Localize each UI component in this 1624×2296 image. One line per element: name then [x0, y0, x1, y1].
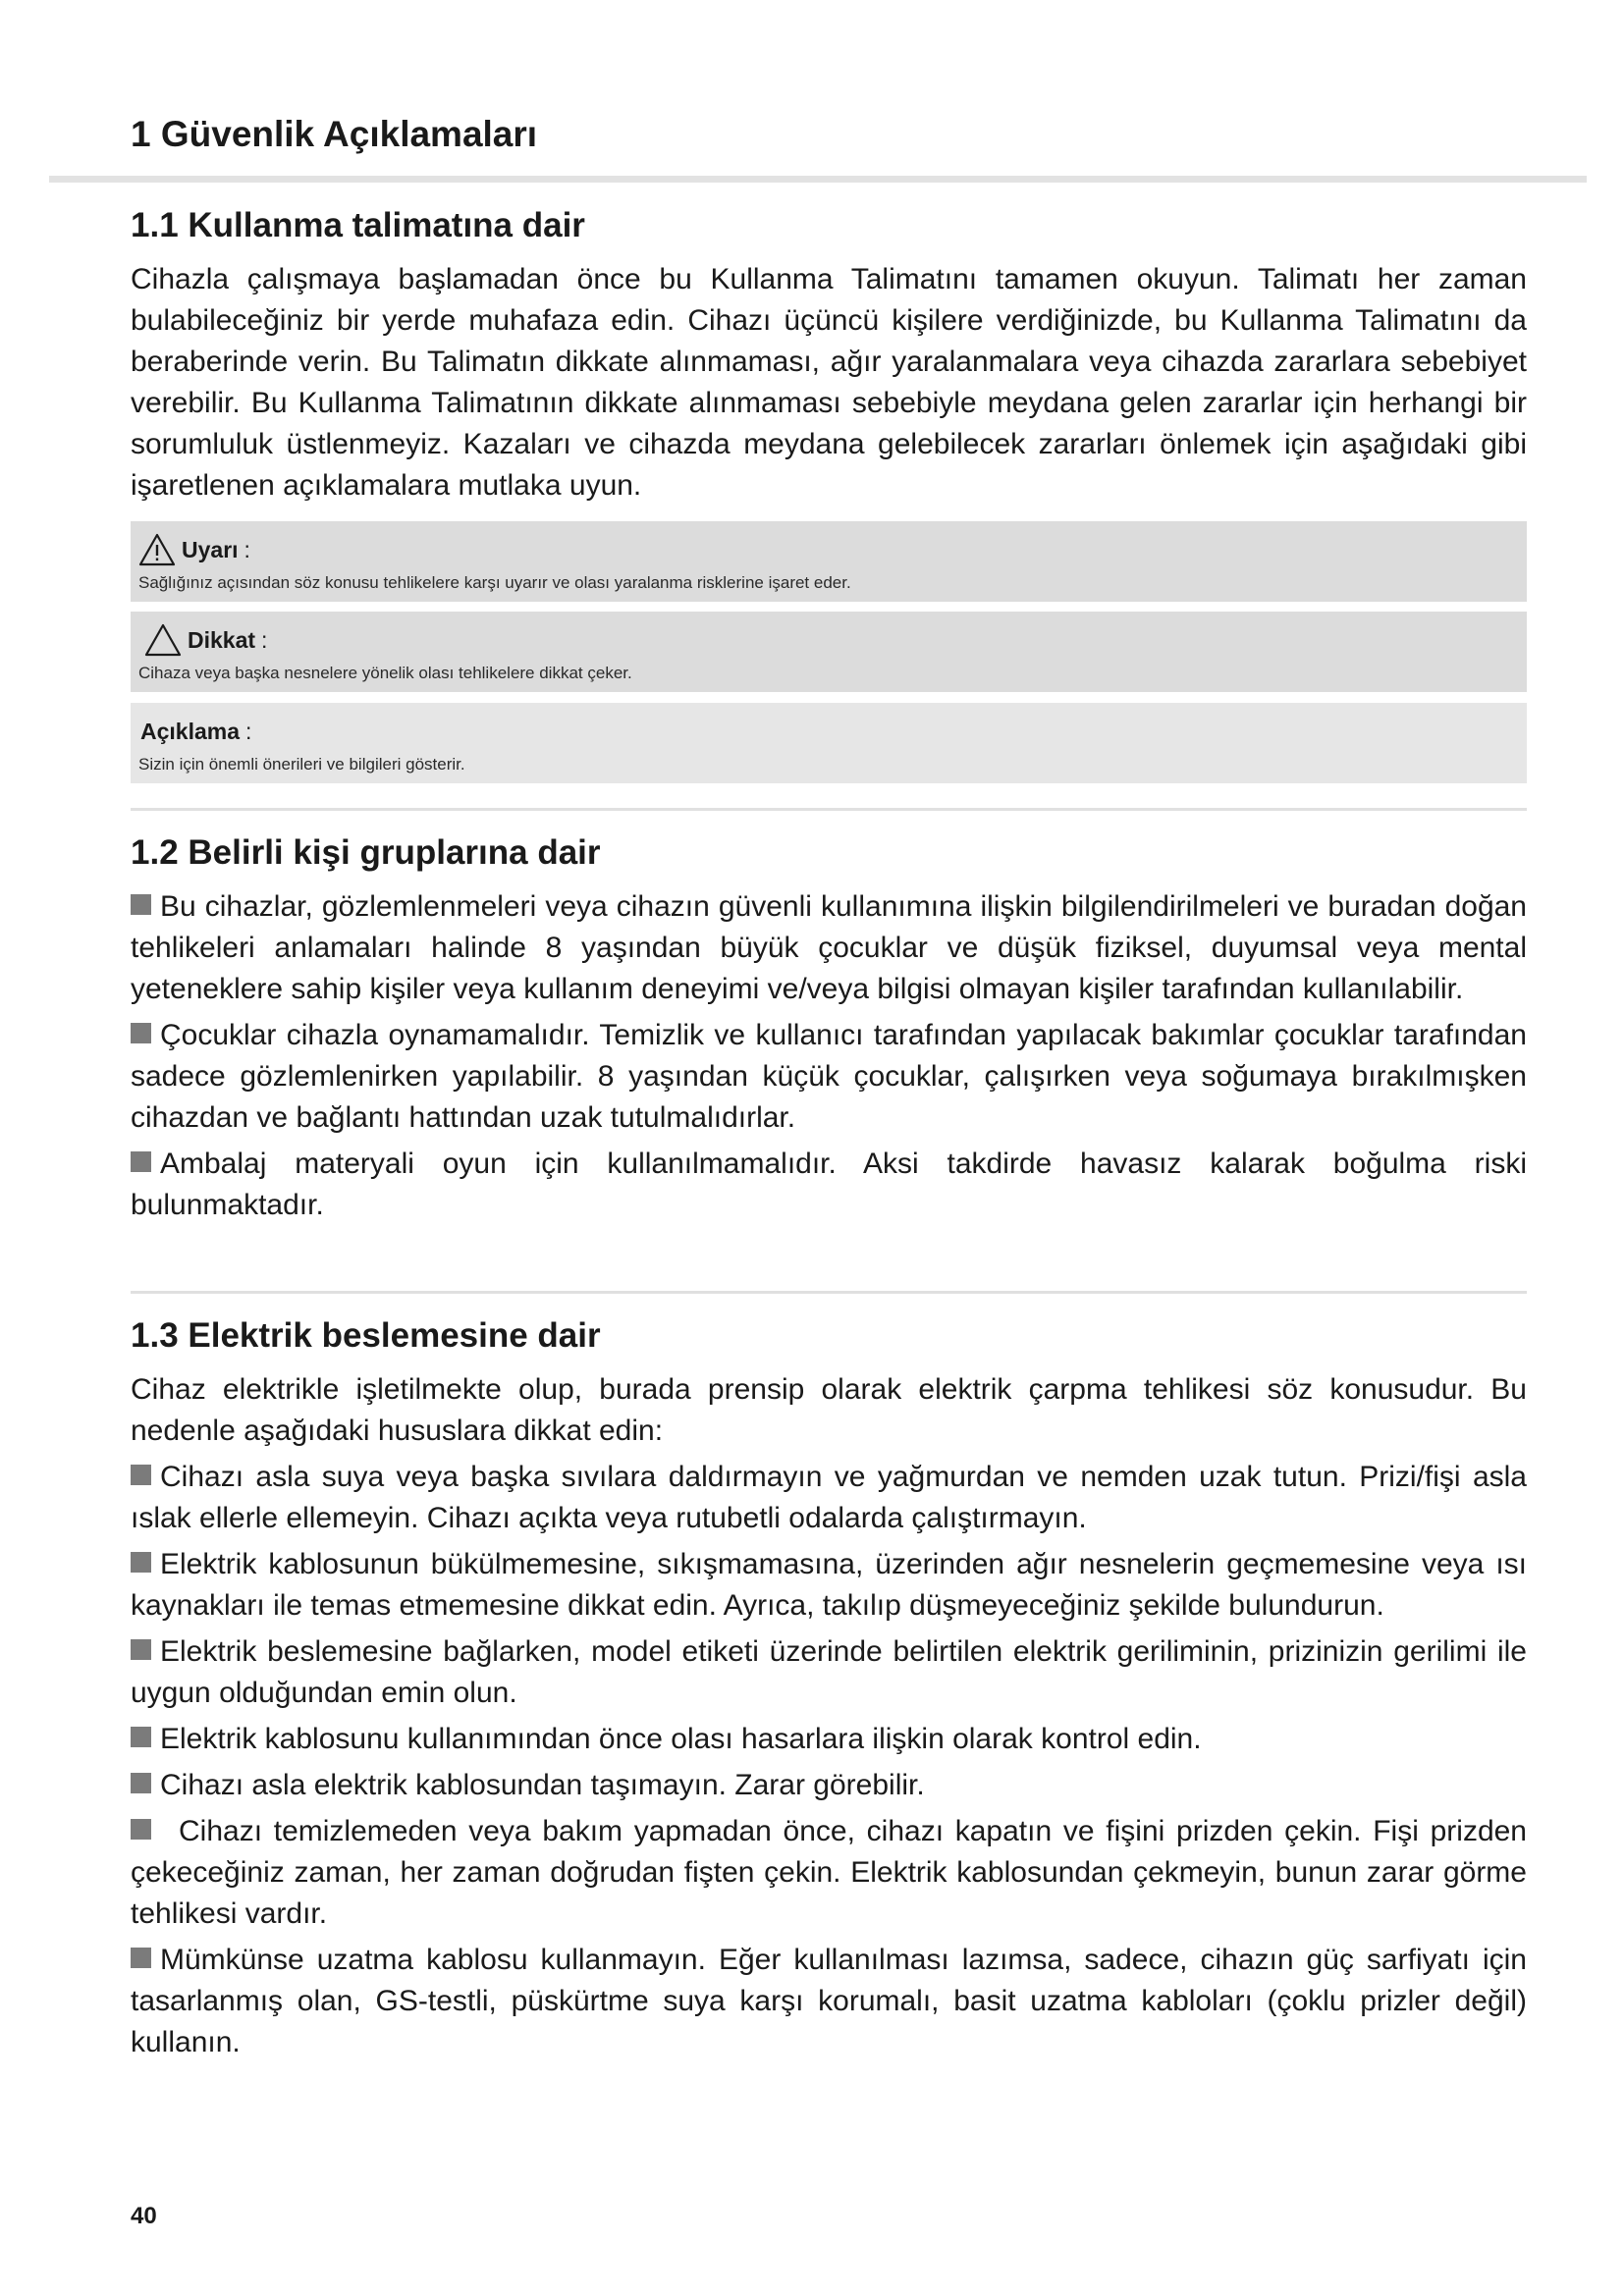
page-number: 40 [131, 2203, 157, 2229]
bullet-item: Çocuklar cihazla oynamamalıdır. Temizlik ve kullanıcı tarafından yapılacak bakımlar çocuklar tarafından sadece gözlemlenirken yapılabilir. 8 yaşından küçük çocuklar, çalışırken veya soğumaya bırakılmışken cihazdan ve bağlantı hattından uzak tutulmalıdırlar. [131, 1019, 1527, 1134]
notice-title: Dikkat [188, 626, 256, 653]
bullet-square-icon [131, 1727, 151, 1747]
notice-text: Cihaza veya başka nesnelere yönelik olası tehlikelere dikkat çeker. [138, 664, 632, 682]
warning-triangle-exclamation-icon [138, 533, 176, 566]
bullet-item: Cihazı temizlemeden veya bakım yapmadan önce, cihazı kapatın ve fişini prizden çekin. Fişi prizden çekeceğiniz zaman, her zaman doğrudan fişten çekin. Elektrik kablosundan çekmeyin, bunun zarar görme tehlikesi vardır. [131, 1815, 1527, 1930]
bullet-item: Mümkünse uzatma kablosu kullanmayın. Eğer kullanılması lazımsa, sadece, cihazın güç sarfiyatı için tasarlanmış olan, GS-testli, püskürtme suya karşı korumalı, basit uzatma kabloları (çoklu prizler değil) kullanın. [131, 1944, 1527, 2058]
bullet-square-icon [131, 1948, 151, 1968]
notice-title: Uyarı [182, 536, 239, 562]
bullet-item: Bu cihazlar, gözlemlenmeleri veya cihazın güvenli kullanımına ilişkin bilgilendirilmeleri ve buradan doğan tehlikeleri anlamaları halinde 8 yaşından büyük çocuklar ve düşük fiziksel, duyumsal veya mental yeteneklere sahip kişiler veya kullanım deneyimi ve/veya bilgisi olmayan kişiler tarafından kullanılabilir. [131, 890, 1527, 1005]
bullet-square-icon [131, 1639, 151, 1660]
bullet-square-icon [131, 1819, 151, 1840]
title-divider [49, 176, 1587, 183]
section-intro: Cihaz elektrikle işletilmekte olup, burada prensip olarak elektrik çarpma tehlikesi söz konusudur. Bu nedenle aşağıdaki hususlara dikkat edin: [131, 1373, 1527, 1447]
section-divider [131, 808, 1527, 811]
page-title: 1 Güvenlik Açıklamaları [131, 114, 538, 154]
section-divider [131, 1291, 1527, 1294]
section-power-supply [131, 1314, 1527, 2068]
bullet-item: Elektrik beslemesine bağlarken, model etiketi üzerinde belirtilen elektrik geriliminin, prizinizin gerilimi ile uygun olduğundan emin olun. [131, 1635, 1527, 1709]
bullet-item: Cihazı asla suya veya başka sıvılara daldırmayın ve yağmurdan ve nemden uzak tutun. Prizi/fişi asla ıslak ellerle ellemeyin. Cihazı açıkta veya rutubetli odalarda çalıştırmayın. [131, 1461, 1527, 1534]
caution-triangle-icon [144, 623, 182, 657]
notice-title: Açıklama [140, 718, 241, 744]
bullet-item: Elektrik kablosunun bükülmemesine, sıkışmamasına, üzerinden ağır nesnelerin geçmemesine veya ısı kaynakları ile temas etmemesine dikkat edin. Ayrıca, takılıp düşmeyeceğiniz şekilde bulundurun. [131, 1548, 1527, 1622]
section-paragraph: Cihazla çalışmaya başlamadan önce bu Kullanma Talimatını tamamen okuyun. Talimatı her zaman bulabileceğiniz bir yerde muhafaza edin. Cihazı üçüncü kişilere verdiğinizde, bu Kullanma Talimatını da beraberinde verin. Bu Talimatın dikkate alınmaması, ağır yaralanmalara veya cihazda zararlara sebebiyet verebilir. Bu Kullanma Talimatının dikkate alınmaması sebebiyle meydana gelen zararlar için herhangi bir sorumluluk üstlenmeyiz. Kazaları ve cihazda meydana gelebilecek zararları önlemek için aşağıdaki gibi işaretlenen açıklamalara mutlaka uyun. [131, 263, 1527, 502]
section-heading: 1.3 Elektrik beslemesine dair [131, 1316, 601, 1355]
warning-notice: Uyarı : Sağlığınız açısından söz konusu tehlikelere karşı uyarır ve olası yaralanma risklerine işaret eder. [131, 521, 1527, 602]
section-heading: 1.2 Belirli kişi gruplarına dair [131, 833, 601, 872]
section-usage-instructions [131, 204, 1527, 507]
section-specific-groups [131, 831, 1527, 1231]
bullet-square-icon [131, 894, 151, 915]
section-heading: 1.1 Kullanma talimatına dair [131, 206, 585, 244]
bullet-square-icon [131, 1023, 151, 1043]
bullet-square-icon [131, 1773, 151, 1793]
notice-text: Sizin için önemli önerileri ve bilgileri gösterir. [138, 755, 465, 774]
bullet-square-icon [131, 1151, 151, 1172]
bullet-item: Elektrik kablosunu kullanımından önce olası hasarlara ilişkin olarak kontrol edin. [131, 1719, 1527, 1760]
note-notice: Açıklama : Sizin için önemli önerileri ve bilgileri gösterir. [131, 703, 1527, 783]
notice-text: Sağlığınız açısından söz konusu tehlikelere karşı uyarır ve olası yaralanma risklerine işaret eder. [138, 573, 851, 592]
bullet-item: Ambalaj materyali oyun için kullanılmamalıdır. Aksi takdirde havasız kalarak boğulma riski bulunmaktadır. [131, 1148, 1527, 1221]
bullet-square-icon [131, 1465, 151, 1485]
bullet-square-icon [131, 1552, 151, 1573]
bullet-item: Cihazı asla elektrik kablosundan taşımayın. Zarar görebilir. [131, 1765, 1527, 1806]
caution-notice: Dikkat : Cihaza veya başka nesnelere yönelik olası tehlikelere dikkat çeker. [131, 612, 1527, 692]
